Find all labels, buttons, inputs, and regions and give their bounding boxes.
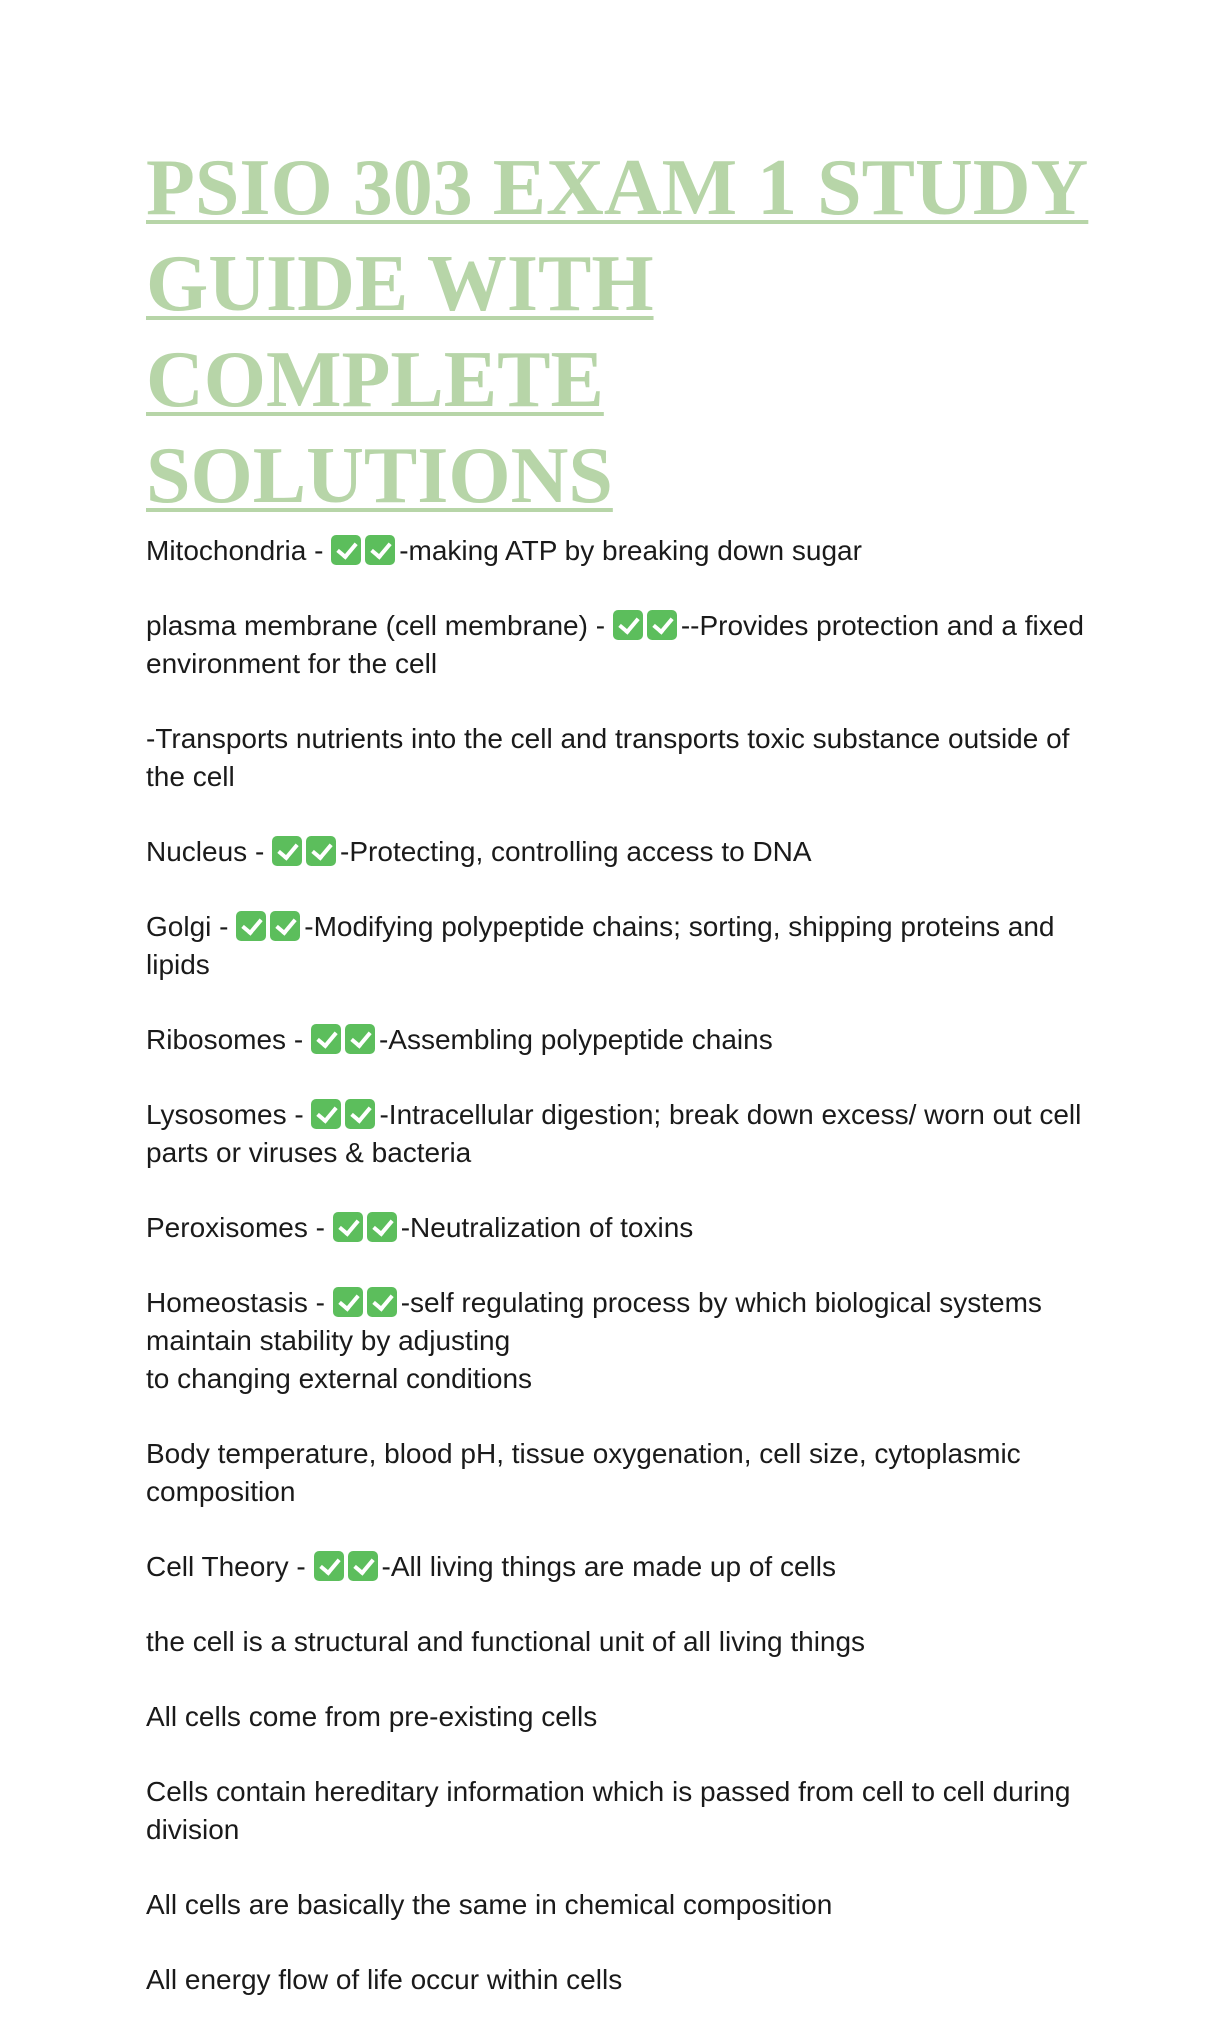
check-mark-icon — [367, 1212, 397, 1242]
check-mark-icon — [311, 1024, 341, 1054]
term-label: Ribosomes - — [146, 1024, 311, 1055]
title-line-2: GUIDE WITH COMPLETE — [146, 240, 654, 424]
check-mark-icon — [365, 535, 395, 565]
entry-mitochondria — [146, 532, 1096, 570]
term-label: plasma membrane (cell membrane) - — [146, 610, 613, 641]
entry-ribosomes — [146, 1021, 1096, 1059]
cell-theory-point: All cells come from pre-existing cells — [146, 1701, 598, 1732]
term-label: Nucleus - — [146, 836, 273, 867]
check-mark-icon — [333, 1287, 363, 1317]
cell-theory-point: Cells contain hereditary information which is passed from cell to cell during division — [146, 1776, 1071, 1845]
entry-plasma-membrane — [146, 607, 1096, 683]
term-definition: -Modifying polypeptide chains; sorting, shipping proteins and lipids — [146, 911, 1055, 980]
check-icons — [272, 833, 340, 871]
check-mark-icon — [333, 1212, 363, 1242]
check-mark-icon — [311, 1099, 341, 1129]
check-mark-icon — [647, 610, 677, 640]
study-entries — [146, 532, 1096, 1999]
term-definition: -Neutralization of toxins — [400, 1212, 694, 1243]
entry-lysosomes — [146, 1096, 1096, 1172]
check-icons — [331, 532, 399, 570]
entry-plasma-membrane-continued: -Transports nutrients into the cell and transports toxic substance outside of the cell — [146, 723, 1070, 792]
check-icons — [236, 908, 304, 946]
check-mark-icon — [613, 610, 643, 640]
check-icons — [311, 1096, 379, 1134]
check-icons — [314, 1548, 382, 1586]
entry-homeostasis-examples: Body temperature, blood pH, tissue oxygenation, cell size, cytoplasmic composition — [146, 1438, 1021, 1507]
term-label: Homeostasis - — [146, 1287, 333, 1318]
check-mark-icon — [236, 911, 266, 941]
term-definition: -All living things are made up of cells — [381, 1551, 836, 1582]
check-mark-icon — [306, 836, 336, 866]
term-definition: -Assembling polypeptide chains — [378, 1024, 773, 1055]
term-definition: -self regulating process by which biological systems maintain stability by adjusting — [146, 1287, 1042, 1356]
check-mark-icon — [272, 836, 302, 866]
check-icons — [613, 607, 681, 645]
term-definition: -Protecting, controlling access to DNA — [340, 836, 812, 867]
term-definition: -making ATP by breaking down sugar — [399, 535, 862, 566]
check-icons — [311, 1021, 379, 1059]
check-mark-icon — [270, 911, 300, 941]
term-definition: -Intracellular digestion; break down excess/ worn out cell parts or viruses & bacteria — [146, 1099, 1082, 1168]
check-mark-icon — [348, 1551, 378, 1581]
term-label: Mitochondria - — [146, 535, 332, 566]
term-label: Lysosomes - — [146, 1099, 312, 1130]
entry-golgi — [146, 908, 1096, 984]
check-mark-icon — [367, 1287, 397, 1317]
cell-theory-point: All cells are basically the same in chemical composition — [146, 1889, 833, 1920]
term-label: Peroxisomes - — [146, 1212, 333, 1243]
cell-theory-point: All energy flow of life occur within cells — [146, 1964, 623, 1995]
entry-homeostasis — [146, 1284, 1096, 1360]
check-mark-icon — [314, 1551, 344, 1581]
check-mark-icon — [345, 1099, 375, 1129]
entry-cell-theory — [146, 1548, 1096, 1586]
check-icons — [333, 1284, 401, 1322]
title-line-1: PSIO 303 EXAM 1 STUDY — [146, 144, 1089, 232]
title-line-3: SOLUTIONS — [146, 432, 613, 520]
document-title — [146, 140, 1096, 524]
term-label: Golgi - — [146, 911, 237, 942]
cell-theory-point: the cell is a structural and functional unit of all living things — [146, 1626, 866, 1657]
check-mark-icon — [331, 535, 361, 565]
document-page — [146, 140, 1096, 2036]
term-label: Cell Theory - — [146, 1551, 314, 1582]
entry-peroxisomes — [146, 1209, 1096, 1247]
check-mark-icon — [345, 1024, 375, 1054]
check-icons — [333, 1209, 401, 1247]
entry-homeostasis-line-2: to changing external conditions — [146, 1363, 533, 1394]
term-definition: --Provides protection and a fixed environment for the cell — [146, 610, 1084, 679]
entry-nucleus — [146, 833, 1096, 871]
